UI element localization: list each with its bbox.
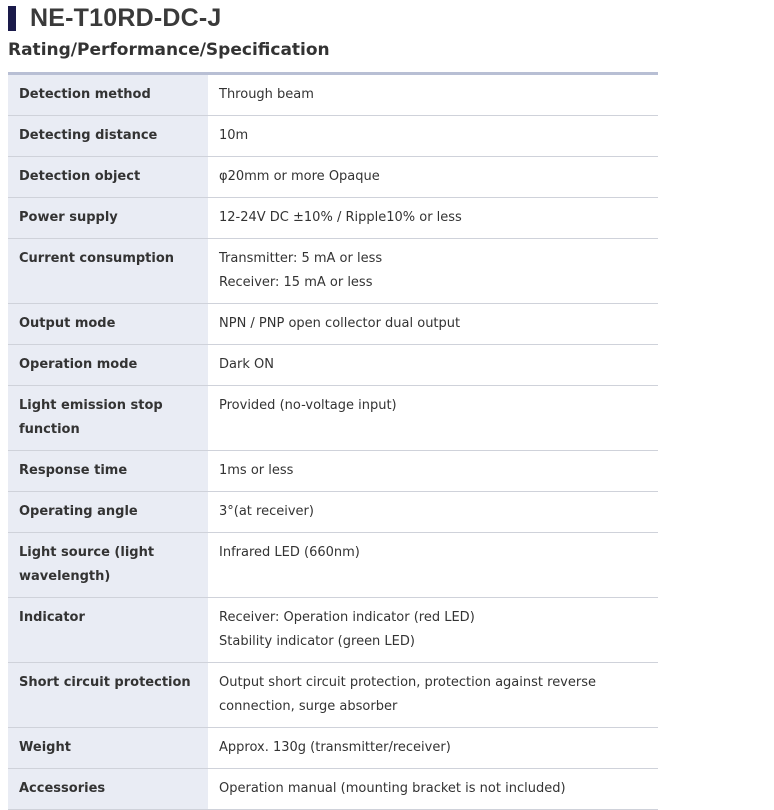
spec-row [8, 492, 658, 533]
spec-label: Detecting distance [8, 116, 208, 157]
spec-label: Operation mode [8, 345, 208, 386]
spec-label: Weight [8, 728, 208, 769]
spec-value: Through beam [208, 75, 658, 116]
spec-value: φ20mm or more Opaque [208, 157, 658, 198]
model-title: NE-T10RD-DC-J [30, 3, 222, 32]
spec-row [8, 345, 658, 386]
spec-row [8, 598, 658, 663]
model-heading [8, 4, 222, 32]
spec-value: Provided (no-voltage input) [208, 386, 658, 451]
spec-label: Light source (light wavelength) [8, 533, 208, 598]
spec-label: Power supply [8, 198, 208, 239]
spec-value: Transmitter: 5 mA or less Receiver: 15 mA or less [208, 239, 658, 304]
spec-row [8, 533, 658, 598]
spec-value: 12-24V DC ±10% / Ripple10% or less [208, 198, 658, 239]
spec-row [8, 451, 658, 492]
spec-value: NPN / PNP open collector dual output [208, 304, 658, 345]
spec-label: Light emission stop function [8, 386, 208, 451]
spec-table [8, 75, 658, 810]
spec-row [8, 769, 658, 810]
spec-row [8, 663, 658, 728]
spec-value: Output short circuit protection, protection against reverse connection, surge absorber [208, 663, 658, 728]
spec-label: Detection object [8, 157, 208, 198]
spec-table-body [8, 75, 658, 810]
spec-row [8, 728, 658, 769]
heading-accent-bar [8, 6, 16, 31]
spec-label: Operating angle [8, 492, 208, 533]
spec-row [8, 116, 658, 157]
spec-value: Receiver: Operation indicator (red LED) Stability indicator (green LED) [208, 598, 658, 663]
spec-row [8, 304, 658, 345]
spec-row [8, 386, 658, 451]
spec-label: Detection method [8, 75, 208, 116]
spec-label: Indicator [8, 598, 208, 663]
spec-value: Infrared LED (660nm) [208, 533, 658, 598]
section-title: Rating/Performance/Specification [8, 40, 330, 60]
spec-label: Current consumption [8, 239, 208, 304]
spec-label: Short circuit protection [8, 663, 208, 728]
spec-row [8, 75, 658, 116]
spec-value: Approx. 130g (transmitter/receiver) [208, 728, 658, 769]
spec-row [8, 157, 658, 198]
spec-value: 3°(at receiver) [208, 492, 658, 533]
spec-value: Operation manual (mounting bracket is not included) [208, 769, 658, 810]
spec-label: Output mode [8, 304, 208, 345]
spec-value: Dark ON [208, 345, 658, 386]
spec-label: Accessories [8, 769, 208, 810]
spec-row [8, 239, 658, 304]
spec-row [8, 198, 658, 239]
spec-value: 10m [208, 116, 658, 157]
spec-value: 1ms or less [208, 451, 658, 492]
spec-label: Response time [8, 451, 208, 492]
